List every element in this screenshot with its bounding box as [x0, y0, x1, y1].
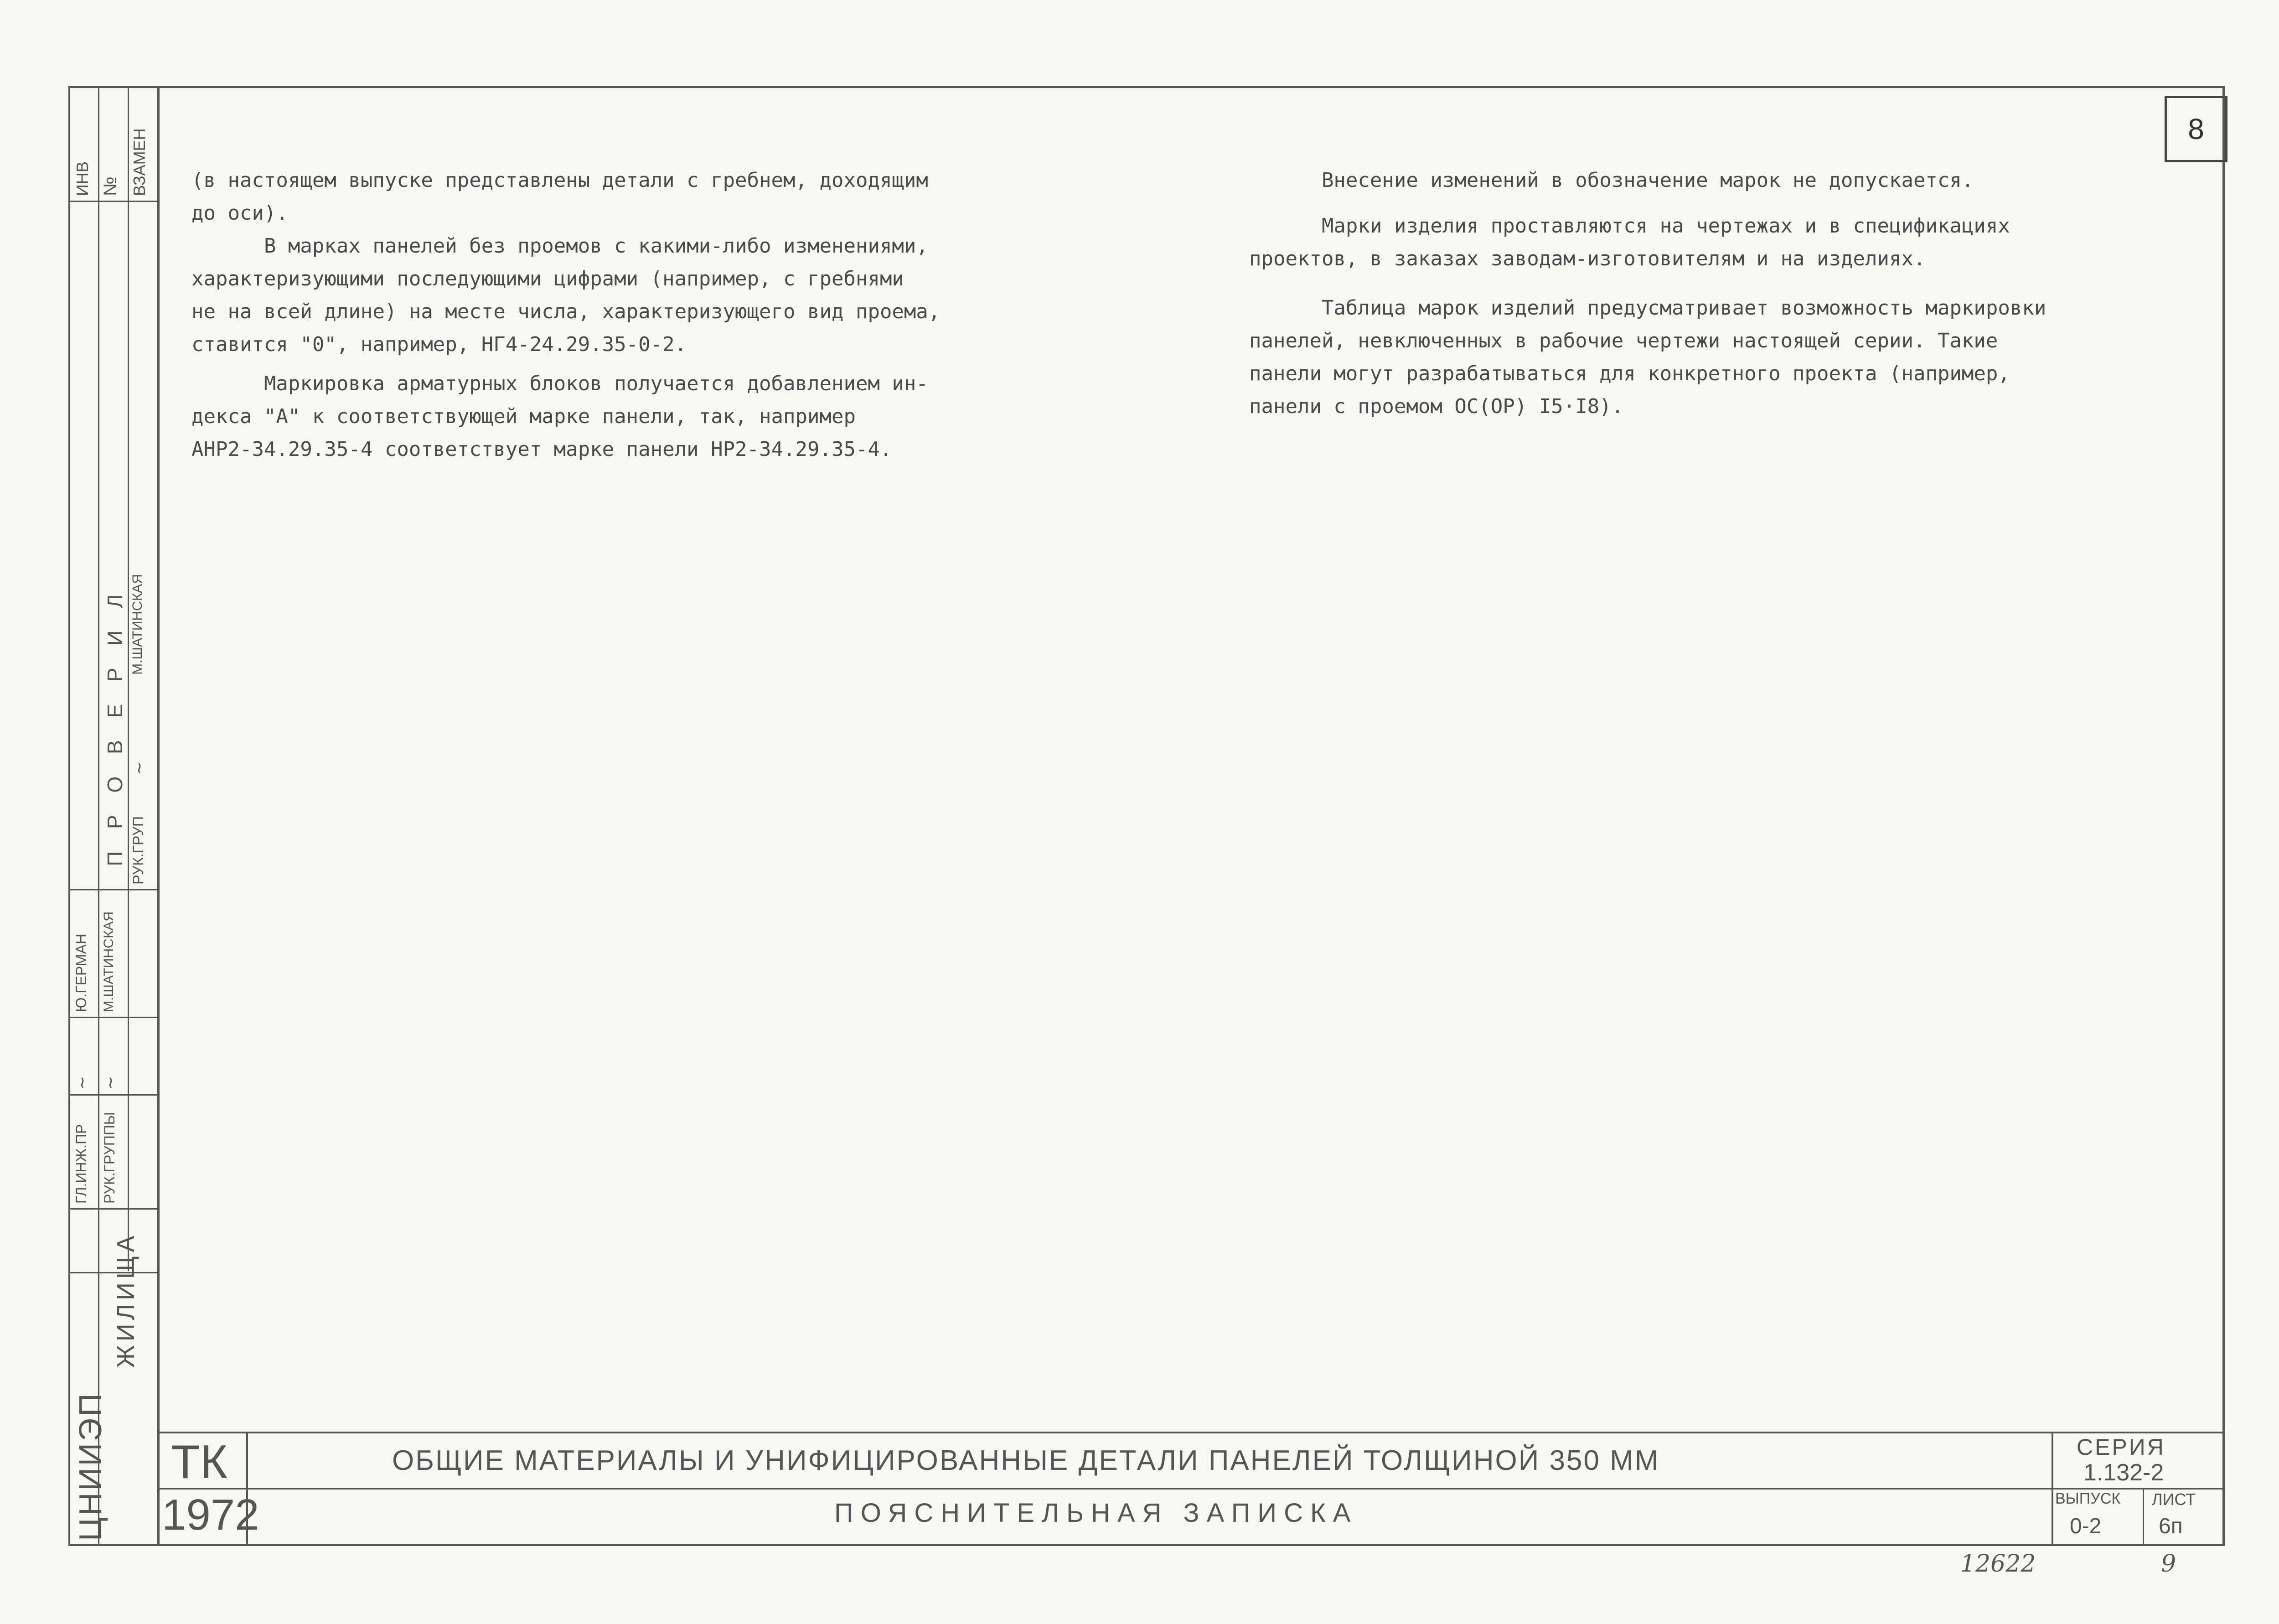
series-label: СЕРИЯ [2077, 1434, 2165, 1460]
role-1: ГЛ.ИНЖ.ПР [73, 1124, 89, 1204]
name-2: М.ШАТИНСКАЯ [101, 911, 116, 1012]
frame-left-inner [157, 86, 160, 1546]
right-line-5: панели могут разрабатываться для конкретного проекта (например, [1249, 362, 2010, 385]
right-line-3: Таблица марок изделий предусматривает возможность маркировки [1249, 296, 2046, 320]
left-line-7: декса "А" к соответствующей марке панели, так, например [191, 405, 856, 428]
tk-label: ТК [171, 1436, 228, 1489]
org-line1: ЦНИИЭП [72, 1391, 108, 1541]
page-number-box: 8 [2165, 96, 2227, 162]
left-line-4: не на всей длине) на месте числа, характеризующего вид проема, [191, 300, 941, 323]
right-line-6: панели с проемом ОС(ОР) I5·I8). [1249, 395, 1624, 418]
left-line-2: В марках панелей без проемов с какими-либо изменениями, [191, 234, 928, 258]
name-3: М.ШАТИНСКАЯ [130, 574, 145, 675]
checked-label: П Р О В Е Р И Л [103, 586, 127, 866]
right-line-1: Марки изделия проставляются на чертежах и в спецификациях [1249, 214, 2010, 238]
role-3: РУК.ГРУП [130, 816, 146, 884]
inventory-number: 12622 [1960, 1550, 2036, 1577]
sheet-label: ЛИСТ [2152, 1490, 2196, 1509]
name-1: Ю.ГЕРМАН [73, 934, 89, 1012]
role-2: РУК.ГРУППЫ [101, 1112, 118, 1204]
inv-label: ИНВ [73, 161, 92, 196]
org-line2: ЖИЛИЩА [112, 1232, 140, 1368]
issue-value: 0-2 [2070, 1514, 2102, 1538]
signature-1: ~ [73, 1076, 92, 1090]
frame-right [2222, 86, 2225, 1546]
title-text: ОБЩИЕ МАТЕРИАЛЫ И УНИФИЦИРОВАННЫЕ ДЕТАЛИ ПАНЕЛЕЙ ТОЛЩИНОЙ 350 ММ [392, 1445, 1660, 1476]
frame-bottom [68, 1544, 2225, 1546]
footer-page: 9 [2161, 1550, 2176, 1577]
left-line-3: характеризующими последующими цифрами (например, с гребнями [191, 267, 904, 290]
frame-top [68, 86, 2225, 88]
left-line-1: до оси). [191, 202, 288, 225]
issue-label: ВЫПУСК [2055, 1490, 2121, 1507]
series-value: 1.132-2 [2083, 1459, 2164, 1486]
left-line-0: (в настоящем выпуске представлены детали с гребнем, доходящим [191, 169, 928, 192]
frame-left-outer [68, 86, 70, 1546]
sheet-value: 6п [2159, 1514, 2183, 1538]
replace-no: № [100, 176, 120, 196]
right-line-2: проектов, в заказах заводам-изготовителям и на изделиях. [1249, 247, 1926, 270]
left-line-5: ставится "0", например, НГ4-24.29.35-0-2. [191, 333, 687, 356]
signature-2: ~ [101, 1076, 120, 1090]
left-line-6: Маркировка арматурных блоков получается добавлением ин- [191, 372, 928, 395]
left-line-8: АНР2-34.29.35-4 соответствует марке панели НР2-34.29.35-4. [191, 438, 892, 461]
right-line-0: Внесение изменений в обозначение марок не допускается. [1249, 169, 1974, 192]
year-label: 1972 [162, 1490, 259, 1539]
replace-label: ВЗАМЕН [130, 128, 149, 196]
signature-3: ~ [130, 761, 149, 775]
right-line-4: панелей, невключенных в рабочие чертежи настоящей серии. Такие [1249, 329, 1998, 352]
subtitle-text: ПОЯСНИТЕЛЬНАЯ ЗАПИСКА [834, 1498, 1358, 1528]
